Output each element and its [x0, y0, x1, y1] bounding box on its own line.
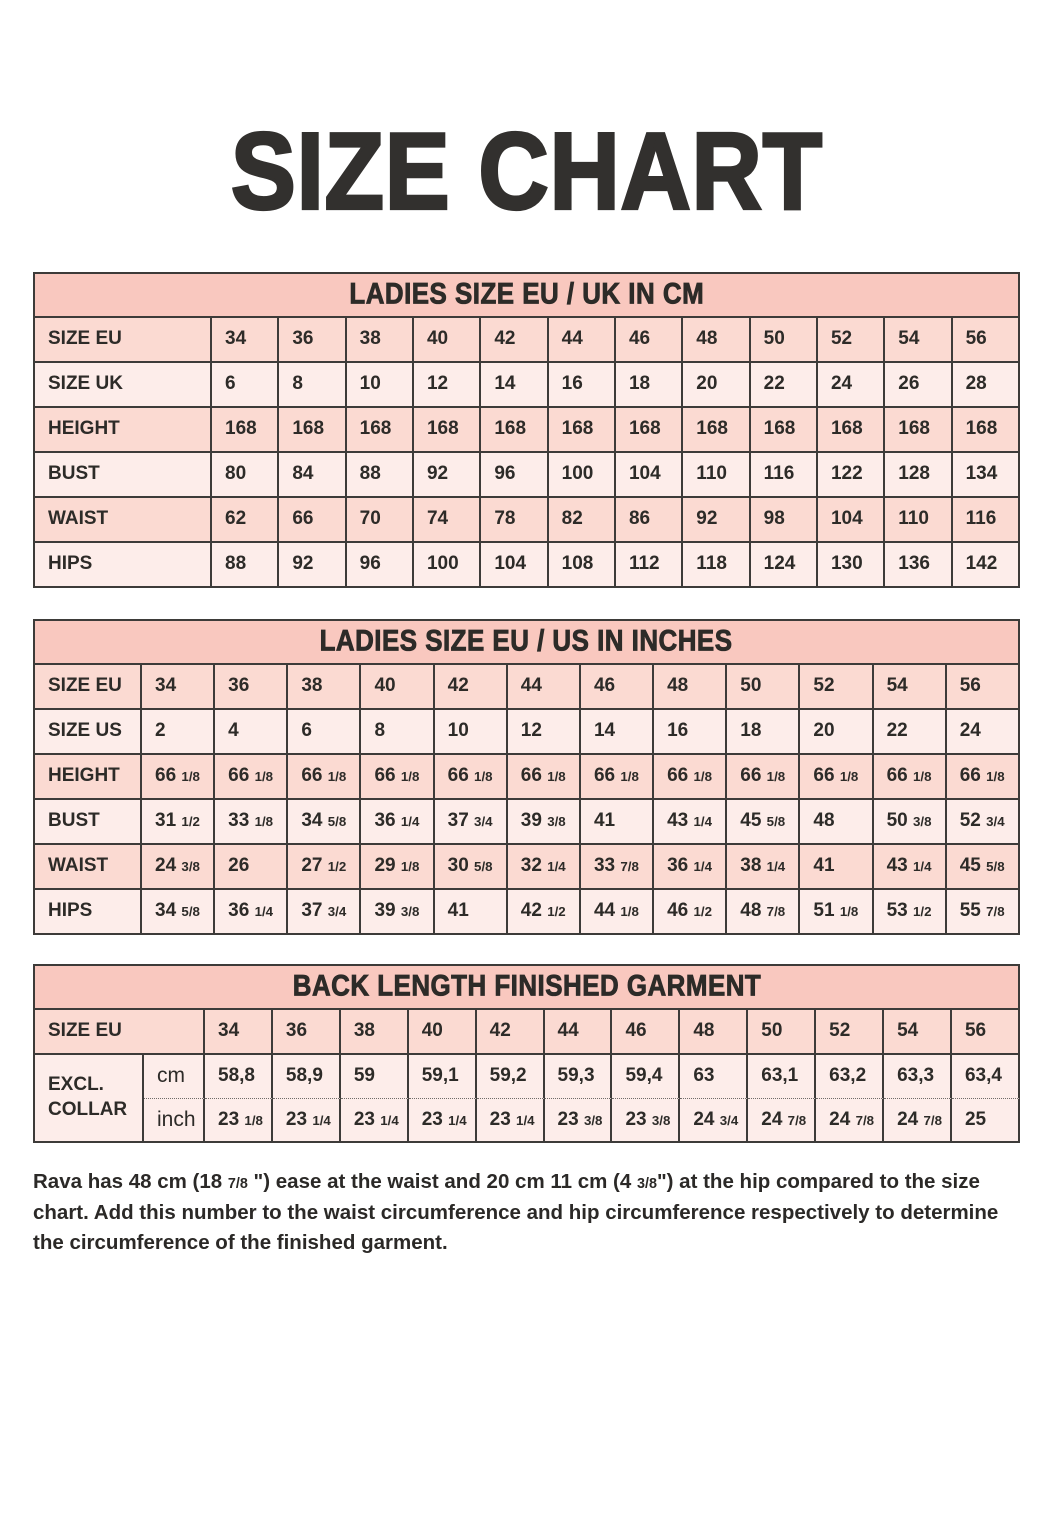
size-cell: 10: [435, 710, 508, 755]
table-row: [35, 710, 1020, 755]
size-cell: 2: [142, 710, 215, 755]
size-cell: 23 3/8: [612, 1099, 680, 1143]
size-cell: 88: [212, 543, 279, 588]
size-cell: 46: [581, 665, 654, 710]
size-cell: 53 1/2: [874, 890, 947, 935]
size-cell: 44: [549, 318, 616, 363]
row-label: HEIGHT: [35, 755, 142, 800]
size-cell: 168: [751, 408, 818, 453]
size-cell: 24 7/8: [816, 1099, 884, 1143]
size-cell: 20: [683, 363, 750, 408]
table-row: [35, 363, 1020, 408]
size-cell: 48: [683, 318, 750, 363]
fraction: 1/4: [693, 859, 713, 875]
size-cell: 36: [279, 318, 346, 363]
fraction: 1/2: [327, 859, 347, 875]
table-row: [35, 318, 1020, 363]
size-cell: 45 5/8: [727, 800, 800, 845]
size-cell: 62: [212, 498, 279, 543]
size-cell: 41: [800, 845, 873, 890]
table-ladies-size-eu-uk-cm: [33, 272, 1020, 588]
size-cell: 14: [581, 710, 654, 755]
fraction: 3/8: [181, 859, 200, 875]
size-cell: 23 1/8: [205, 1099, 273, 1143]
size-cell: 23 1/4: [477, 1099, 545, 1143]
fraction: 3/4: [986, 814, 1005, 830]
size-cell: 110: [885, 498, 952, 543]
size-cell: 168: [616, 408, 683, 453]
fraction: 1/4: [254, 904, 274, 920]
size-cell: 168: [683, 408, 750, 453]
size-cell: 74: [414, 498, 481, 543]
size-cell: 6: [212, 363, 279, 408]
size-cell: 43 1/4: [654, 800, 727, 845]
table-header: [35, 274, 1020, 318]
size-cell: 63,1: [748, 1055, 816, 1099]
size-cell: 66 1/8: [508, 755, 581, 800]
table-title-text: LADIES SIZE EU / US IN INCHES: [320, 625, 733, 658]
size-cell: 39 3/8: [361, 890, 434, 935]
size-cell: 63,4: [952, 1055, 1020, 1099]
fraction: 1/8: [400, 769, 420, 785]
footnote: Rava has 48 cm (18 7/8 ") ease at the waist and 20 cm 11 cm (4 3/8") at the hip compared to the size chart. Add this number to the waist circumference and hip circumference respectively to determine the circumference of the finished garment.: [33, 1169, 999, 1255]
size-cell: 168: [885, 408, 952, 453]
size-cell: 66 1/8: [361, 755, 434, 800]
size-cell: 66 1/8: [874, 755, 947, 800]
size-cell: 27 1/2: [288, 845, 361, 890]
size-cell: 43 1/4: [874, 845, 947, 890]
fraction: 3/8: [400, 904, 420, 920]
fraction: 1/8: [181, 769, 200, 785]
size-cell: 58,8: [205, 1055, 273, 1099]
size-cell: 96: [481, 453, 548, 498]
table-title: [35, 966, 1020, 1010]
fraction: 5/8: [181, 904, 200, 920]
fraction: 1/8: [766, 769, 786, 785]
size-cell: 36: [273, 1010, 341, 1055]
table-row: [35, 453, 1020, 498]
size-cell: 54: [874, 665, 947, 710]
fraction: 7/8: [787, 1112, 807, 1128]
size-cell: 14: [481, 363, 548, 408]
fraction: 1/4: [912, 859, 932, 875]
row-label: HIPS: [35, 890, 142, 935]
unit-label: inch: [144, 1099, 205, 1143]
size-cell: 16: [654, 710, 727, 755]
fraction: 3/8: [912, 814, 932, 830]
size-cell: 42: [481, 318, 548, 363]
size-cell: 66 1/8: [800, 755, 873, 800]
size-cell: 92: [683, 498, 750, 543]
size-cell: 142: [953, 543, 1020, 588]
size-cell: 56: [947, 665, 1020, 710]
size-cell: 66 1/8: [727, 755, 800, 800]
size-cell: 30 5/8: [435, 845, 508, 890]
size-cell: 42 1/2: [508, 890, 581, 935]
size-cell: 110: [683, 453, 750, 498]
size-cell: 56: [953, 318, 1020, 363]
fraction: 1/2: [547, 904, 566, 920]
fraction: 1/8: [254, 769, 274, 785]
fraction: 1/8: [912, 769, 932, 785]
size-cell: 26: [215, 845, 288, 890]
size-cell: 130: [818, 543, 885, 588]
size-cell: 36 1/4: [361, 800, 434, 845]
fraction: 5/8: [327, 814, 347, 830]
fraction: 7/8: [227, 1175, 248, 1192]
size-cell: 82: [549, 498, 616, 543]
size-chart-page: [0, 109, 1053, 1259]
row-label: BUST: [35, 800, 142, 845]
fraction: 1/8: [547, 769, 566, 785]
size-cell: 78: [481, 498, 548, 543]
size-cell: 124: [751, 543, 818, 588]
size-cell: 66 1/8: [215, 755, 288, 800]
size-cell: 56: [952, 1010, 1020, 1055]
size-cell: 33 7/8: [581, 845, 654, 890]
size-cell: 128: [885, 453, 952, 498]
tables-section: [0, 272, 1053, 1143]
row-label: BUST: [35, 453, 212, 498]
size-cell: 46: [616, 318, 683, 363]
size-cell: 24 3/4: [680, 1099, 748, 1143]
row-label: WAIST: [35, 845, 142, 890]
table-row: [35, 800, 1020, 845]
size-cell: 66 1/8: [142, 755, 215, 800]
size-cell: 88: [347, 453, 414, 498]
size-cell: 118: [683, 543, 750, 588]
fraction: 3/8: [651, 1112, 671, 1128]
size-cell: 31 1/2: [142, 800, 215, 845]
size-cell: 24 7/8: [748, 1099, 816, 1143]
size-cell: 92: [279, 543, 346, 588]
size-cell: 168: [953, 408, 1020, 453]
fraction: 1/8: [474, 769, 493, 785]
size-cell: 84: [279, 453, 346, 498]
size-cell: 58,9: [273, 1055, 341, 1099]
size-cell: 59,1: [409, 1055, 477, 1099]
size-cell: 37 3/4: [288, 890, 361, 935]
size-cell: 25: [952, 1099, 1020, 1143]
table-row: [35, 890, 1020, 935]
size-cell: 52 3/4: [947, 800, 1020, 845]
row-label: SIZE EU: [35, 318, 212, 363]
size-cell: 23 1/4: [341, 1099, 409, 1143]
fraction: 1/8: [400, 859, 420, 875]
size-cell: 34: [212, 318, 279, 363]
fraction: 3/8: [636, 1175, 657, 1192]
size-cell: 34 5/8: [288, 800, 361, 845]
table-row: [35, 408, 1020, 453]
row-label: EXCL. COLLAR: [35, 1055, 144, 1143]
size-cell: 23 3/8: [545, 1099, 613, 1143]
size-cell: 116: [751, 453, 818, 498]
size-cell: 22: [751, 363, 818, 408]
size-cell: 38 1/4: [727, 845, 800, 890]
fraction: 3/4: [327, 904, 347, 920]
table-row: [35, 845, 1020, 890]
size-cell: 52: [800, 665, 873, 710]
row-label: SIZE EU: [35, 1010, 205, 1055]
table-row: [35, 1055, 1020, 1099]
fraction: 3/8: [583, 1112, 603, 1128]
table-row: [35, 543, 1020, 588]
size-cell: 24 7/8: [884, 1099, 952, 1143]
size-cell: 38: [341, 1010, 409, 1055]
size-cell: 40: [361, 665, 434, 710]
fraction: 1/4: [380, 1112, 399, 1128]
fraction: 7/8: [923, 1112, 942, 1128]
size-cell: 54: [885, 318, 952, 363]
fraction: 1/4: [516, 1112, 535, 1128]
size-cell: 50: [751, 318, 818, 363]
fraction: 1/8: [839, 769, 859, 785]
size-cell: 104: [818, 498, 885, 543]
size-cell: 12: [414, 363, 481, 408]
size-cell: 59,3: [545, 1055, 613, 1099]
size-cell: 20: [800, 710, 873, 755]
size-cell: 92: [414, 453, 481, 498]
size-cell: 51 1/8: [800, 890, 873, 935]
size-cell: 168: [549, 408, 616, 453]
size-cell: 44: [508, 665, 581, 710]
fraction: 1/4: [693, 814, 713, 830]
table-body: [35, 1010, 1020, 1143]
size-cell: 66 1/8: [288, 755, 361, 800]
fraction: 1/8: [327, 769, 347, 785]
fraction: 1/2: [693, 904, 713, 920]
size-cell: 116: [953, 498, 1020, 543]
fraction: 1/4: [766, 859, 786, 875]
row-label: SIZE EU: [35, 665, 142, 710]
size-cell: 48: [680, 1010, 748, 1055]
size-cell: 38: [347, 318, 414, 363]
size-cell: 52: [818, 318, 885, 363]
size-cell: 34: [142, 665, 215, 710]
fraction: 7/8: [855, 1112, 875, 1128]
size-cell: 50 3/8: [874, 800, 947, 845]
table-body: [35, 665, 1020, 935]
fraction: 1/8: [986, 769, 1005, 785]
size-cell: 52: [816, 1010, 884, 1055]
size-cell: 59,2: [477, 1055, 545, 1099]
fraction: 1/8: [244, 1112, 263, 1128]
size-cell: 24 3/8: [142, 845, 215, 890]
page-title: [0, 109, 1053, 232]
size-cell: 66: [279, 498, 346, 543]
size-cell: 6: [288, 710, 361, 755]
size-cell: 18: [616, 363, 683, 408]
size-cell: 168: [347, 408, 414, 453]
table-title-text: LADIES SIZE EU / UK IN CM: [349, 278, 704, 311]
size-cell: 29 1/8: [361, 845, 434, 890]
fraction: 3/8: [547, 814, 566, 830]
fraction: 1/8: [620, 904, 639, 920]
fraction: 5/8: [766, 814, 786, 830]
size-cell: 23 1/4: [409, 1099, 477, 1143]
size-cell: 4: [215, 710, 288, 755]
size-cell: 32 1/4: [508, 845, 581, 890]
table-ladies-size-eu-us-inches: [33, 619, 1020, 935]
row-label: HIPS: [35, 543, 212, 588]
size-cell: 100: [414, 543, 481, 588]
size-cell: 108: [549, 543, 616, 588]
table-back-length-finished-garment: [33, 964, 1020, 1143]
size-cell: 41: [581, 800, 654, 845]
size-cell: 168: [481, 408, 548, 453]
row-label: SIZE UK: [35, 363, 212, 408]
table-row: [35, 1099, 1020, 1143]
fraction: 7/8: [986, 904, 1005, 920]
table-header: [35, 966, 1020, 1010]
fraction: 1/8: [620, 769, 639, 785]
size-cell: 70: [347, 498, 414, 543]
fraction: 1/2: [181, 814, 200, 830]
fraction: 1/8: [839, 904, 859, 920]
table-title: [35, 621, 1020, 665]
table-header: [35, 621, 1020, 665]
size-cell: 22: [874, 710, 947, 755]
fraction: 5/8: [474, 859, 493, 875]
size-cell: 46: [612, 1010, 680, 1055]
row-label: WAIST: [35, 498, 212, 543]
size-cell: 45 5/8: [947, 845, 1020, 890]
fraction: 1/4: [400, 814, 420, 830]
size-cell: 63: [680, 1055, 748, 1099]
size-cell: 39 3/8: [508, 800, 581, 845]
size-cell: 28: [953, 363, 1020, 408]
size-cell: 42: [477, 1010, 545, 1055]
size-cell: 59,4: [612, 1055, 680, 1099]
size-cell: 86: [616, 498, 683, 543]
size-cell: 37 3/4: [435, 800, 508, 845]
size-cell: 26: [885, 363, 952, 408]
fraction: 1/2: [912, 904, 932, 920]
size-cell: 168: [212, 408, 279, 453]
size-cell: 38: [288, 665, 361, 710]
size-cell: 66 1/8: [654, 755, 727, 800]
size-cell: 50: [727, 665, 800, 710]
row-label: SIZE US: [35, 710, 142, 755]
size-cell: 44 1/8: [581, 890, 654, 935]
size-cell: 50: [748, 1010, 816, 1055]
size-cell: 122: [818, 453, 885, 498]
size-cell: 63,3: [884, 1055, 952, 1099]
fraction: 7/8: [766, 904, 786, 920]
size-cell: 168: [818, 408, 885, 453]
table-title: [35, 274, 1020, 318]
size-cell: 168: [279, 408, 346, 453]
size-cell: 18: [727, 710, 800, 755]
size-cell: 66 1/8: [581, 755, 654, 800]
fraction: 3/4: [474, 814, 493, 830]
unit-label: cm: [144, 1055, 205, 1099]
size-cell: 59: [341, 1055, 409, 1099]
fraction: 1/4: [312, 1112, 331, 1128]
table-row: [35, 755, 1020, 800]
row-label: HEIGHT: [35, 408, 212, 453]
size-cell: 36: [215, 665, 288, 710]
size-cell: 100: [549, 453, 616, 498]
fraction: 7/8: [620, 859, 639, 875]
size-cell: 42: [435, 665, 508, 710]
table-row: [35, 498, 1020, 543]
page-title-text: SIZE CHART: [230, 109, 823, 232]
size-cell: 55 7/8: [947, 890, 1020, 935]
size-cell: 34: [205, 1010, 273, 1055]
size-cell: 66 1/8: [947, 755, 1020, 800]
size-cell: 36 1/4: [654, 845, 727, 890]
size-cell: 40: [414, 318, 481, 363]
size-cell: 24: [818, 363, 885, 408]
table-title-text: BACK LENGTH FINISHED GARMENT: [292, 970, 761, 1003]
size-cell: 8: [279, 363, 346, 408]
size-cell: 40: [409, 1010, 477, 1055]
size-cell: 63,2: [816, 1055, 884, 1099]
size-cell: 48 7/8: [727, 890, 800, 935]
size-cell: 12: [508, 710, 581, 755]
table-row: [35, 1010, 1020, 1055]
fraction: 1/4: [547, 859, 566, 875]
fraction: 1/4: [448, 1112, 467, 1128]
size-cell: 96: [347, 543, 414, 588]
table-row: [35, 665, 1020, 710]
fraction: 1/8: [254, 814, 274, 830]
size-cell: 48: [654, 665, 727, 710]
size-cell: 24: [947, 710, 1020, 755]
size-cell: 134: [953, 453, 1020, 498]
size-cell: 104: [481, 543, 548, 588]
size-cell: 104: [616, 453, 683, 498]
size-cell: 98: [751, 498, 818, 543]
size-cell: 136: [885, 543, 952, 588]
size-cell: 16: [549, 363, 616, 408]
size-cell: 48: [800, 800, 873, 845]
size-cell: 36 1/4: [215, 890, 288, 935]
size-cell: 34 5/8: [142, 890, 215, 935]
size-cell: 8: [361, 710, 434, 755]
size-cell: 54: [884, 1010, 952, 1055]
size-cell: 46 1/2: [654, 890, 727, 935]
fraction: 5/8: [986, 859, 1005, 875]
size-cell: 10: [347, 363, 414, 408]
size-cell: 80: [212, 453, 279, 498]
size-cell: 41: [435, 890, 508, 935]
size-cell: 44: [545, 1010, 613, 1055]
size-cell: 66 1/8: [435, 755, 508, 800]
table-body: [35, 318, 1020, 588]
size-cell: 23 1/4: [273, 1099, 341, 1143]
size-cell: 33 1/8: [215, 800, 288, 845]
fraction: 3/4: [719, 1112, 739, 1128]
size-cell: 168: [414, 408, 481, 453]
size-cell: 112: [616, 543, 683, 588]
fraction: 1/8: [693, 769, 713, 785]
